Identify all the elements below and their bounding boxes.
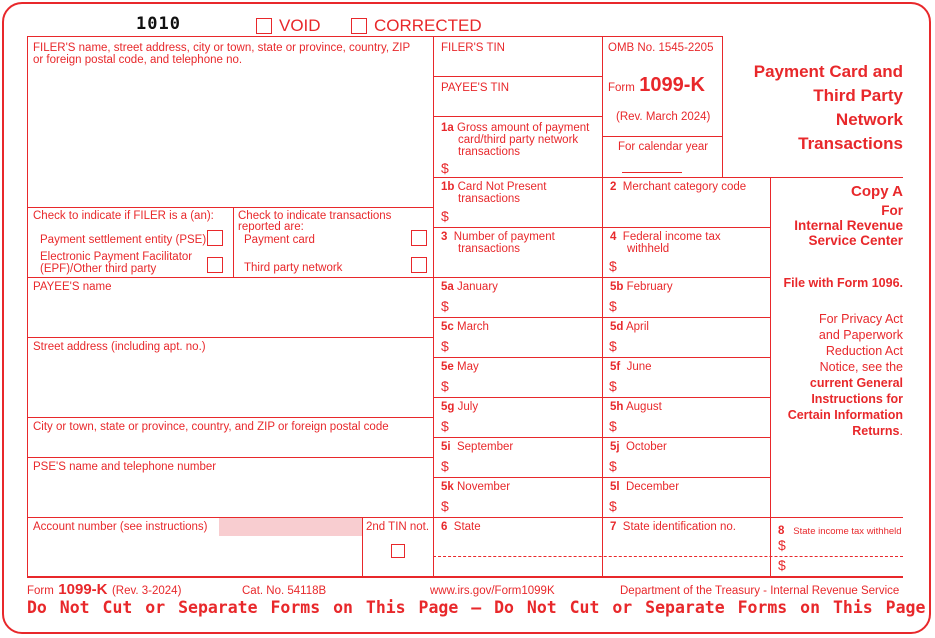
form-code: 1010 xyxy=(136,14,181,34)
void-label: VOID xyxy=(279,16,321,35)
box-5f-dollar: $ xyxy=(609,378,617,394)
filer-name-label-2: or foreign postal code, and telephone no. xyxy=(33,54,243,66)
copy-a-block: Copy A For Internal Revenue Service Center xyxy=(794,183,903,248)
box-5l-dollar: $ xyxy=(609,498,617,514)
box-5j-label: 5j October xyxy=(610,441,667,453)
catalog-number: Cat. No. 54118B xyxy=(242,585,327,597)
box-3-label: 3 Number of payment xyxy=(441,231,555,243)
box-5h-dollar: $ xyxy=(609,418,617,434)
second-tin-label: 2nd TIN not. xyxy=(366,521,430,533)
box-5d-dollar: $ xyxy=(609,338,617,354)
box-1a-label: 1a Gross amount of payment xyxy=(441,122,590,134)
filer-name-field[interactable] xyxy=(29,68,431,205)
privacy-notice: For Privacy Act and Paperwork Reduction Act Notice, see the current General Instructions for Certain Information Returns. xyxy=(787,312,903,438)
filer-tin-label: FILER'S TIN xyxy=(441,42,505,54)
box-1a-label-2: card/third party network xyxy=(458,134,579,146)
box-1b-label-2: transactions xyxy=(458,193,521,205)
filer-name-label: FILER'S name, street address, city or town, state or province, country, ZIP xyxy=(33,42,411,54)
transactions-label: Check to indicate transactions xyxy=(238,210,392,222)
city-label: City or town, state or province, country, and ZIP or foreign postal code xyxy=(33,421,389,433)
calendar-year-label: For calendar year xyxy=(618,141,709,153)
box-3-label-2: transactions xyxy=(458,243,521,255)
box-5i-label: 5i September xyxy=(441,441,514,453)
epf-checkbox[interactable] xyxy=(207,257,223,273)
box-7-label: 7 State identification no. xyxy=(610,521,736,533)
box-5j-dollar: $ xyxy=(609,458,617,474)
box-1b-dollar: $ xyxy=(441,208,449,224)
payment-card-checkbox[interactable] xyxy=(411,230,427,246)
third-party-network-checkbox[interactable] xyxy=(411,257,427,273)
second-tin-checkbox[interactable] xyxy=(391,544,405,558)
box-5g-label: 5g July xyxy=(441,401,479,413)
filer-tin-field[interactable] xyxy=(435,56,600,75)
calendar-year-field[interactable] xyxy=(622,156,682,172)
epf-label-2: (EPF)/Other third party xyxy=(40,263,157,275)
box-4-dollar: $ xyxy=(609,258,617,274)
transactions-label-2: reported are: xyxy=(238,221,304,233)
payee-tin-label: PAYEE'S TIN xyxy=(441,82,510,94)
payee-name-label: PAYEE'S name xyxy=(33,281,112,293)
do-not-cut-warning: Do Not Cut or Separate Forms on This Page — Do Not Cut or Separate Forms on This Page xyxy=(27,598,926,617)
payee-tin-field[interactable] xyxy=(435,96,600,115)
box-8-label: 8 State income tax withheld xyxy=(778,525,902,537)
box-4-label: 4 Federal income tax xyxy=(610,231,721,243)
box-5e-dollar: $ xyxy=(441,378,449,394)
corrected-checkbox[interactable] xyxy=(351,18,367,34)
box-5k-dollar: $ xyxy=(441,498,449,514)
box-1a-label-3: transactions xyxy=(458,146,521,158)
form-title: Form 1099-K xyxy=(608,74,705,96)
box-5g-dollar: $ xyxy=(441,418,449,434)
pse-checkbox[interactable] xyxy=(207,230,223,246)
payee-name-field[interactable] xyxy=(29,295,431,335)
box-5d-label: 5d April xyxy=(610,321,649,333)
box-8-dollar-2: $ xyxy=(778,557,786,573)
file-with-1096: File with Form 1096. xyxy=(783,276,903,290)
corrected-label: CORRECTED xyxy=(374,16,482,35)
box-5l-label: 5l December xyxy=(610,481,680,493)
box-5e-label: 5e May xyxy=(441,361,479,373)
box-5b-dollar: $ xyxy=(609,298,617,314)
account-number-label: Account number (see instructions) xyxy=(33,521,208,533)
box-5a-label: 5a January xyxy=(441,281,498,293)
omb-number: OMB No. 1545-2205 xyxy=(608,42,714,54)
department-label: Department of the Treasury - Internal Revenue Service xyxy=(620,585,900,597)
box-5f-label: 5f June xyxy=(610,361,652,373)
box-5b-label: 5b February xyxy=(610,281,673,293)
box-5k-label: 5k November xyxy=(441,481,511,493)
payment-card-label: Payment card xyxy=(244,234,315,246)
account-number-field[interactable] xyxy=(29,536,361,574)
form-url[interactable]: www.irs.gov/Form1099K xyxy=(430,585,555,597)
box-2-label: 2 Merchant category code xyxy=(610,181,747,193)
filer-type-label: Check to indicate if FILER is a (an): xyxy=(33,210,214,222)
box-6-label: 6 State xyxy=(441,521,481,533)
revision-label: (Rev. March 2024) xyxy=(616,111,711,123)
box-8-dollar-1: $ xyxy=(778,537,786,553)
pse-name-label: PSE'S name and telephone number xyxy=(33,461,217,473)
form-heading: Payment Card and Third Party Network Transactions xyxy=(753,62,903,153)
street-address-label: Street address (including apt. no.) xyxy=(33,341,206,353)
box-1b-label: 1b Card Not Present xyxy=(441,181,547,193)
footer-form: Form 1099-K (Rev. 3-2024) xyxy=(27,581,182,598)
street-address-field[interactable] xyxy=(29,355,431,415)
void-checkbox[interactable] xyxy=(256,18,272,34)
epf-label: Electronic Payment Facilitator xyxy=(40,251,193,263)
account-number-highlight xyxy=(219,518,362,536)
pse-name-field[interactable] xyxy=(29,475,431,515)
box-5h-label: 5h August xyxy=(610,401,662,413)
box-5c-dollar: $ xyxy=(441,338,449,354)
third-party-network-label: Third party network xyxy=(244,262,343,274)
pse-label: Payment settlement entity (PSE) xyxy=(40,234,207,246)
box-5c-label: 5c March xyxy=(441,321,489,333)
city-field[interactable] xyxy=(29,435,431,455)
box-5a-dollar: $ xyxy=(441,298,449,314)
box-5i-dollar: $ xyxy=(441,458,449,474)
box-4-label-2: withheld xyxy=(627,243,670,255)
box-1a-dollar: $ xyxy=(441,160,449,176)
